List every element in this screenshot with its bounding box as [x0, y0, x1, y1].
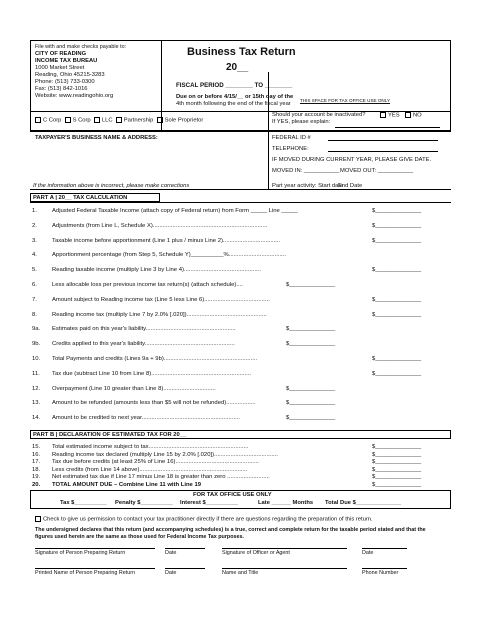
amount-field[interactable]: $______________ [372, 451, 422, 458]
entity-option: Sole Proprietor [164, 117, 204, 124]
subtotal-field[interactable]: $______________ [286, 400, 336, 407]
sig-label: Date [165, 550, 177, 556]
signature-line [222, 548, 347, 549]
office-total-due: Total Due $______________ [325, 500, 401, 506]
line-text: Overpayment (Line 10 greater than Line 8)................................ [52, 385, 216, 392]
line-number: 16. [32, 451, 41, 458]
inactivated-question: Should your account be inactivated? [272, 112, 366, 118]
subtotal-field[interactable]: $______________ [286, 326, 336, 333]
explain-label: If YES, please explain: [272, 119, 331, 125]
payable-line: File with and make checks payable to: [35, 44, 127, 50]
declaration-text: The undersigned declares that this return (and accompanying schedules) is a true, correct and complete return for the taxable period stated and that the figures used herein are the same as those used for Federal Income Tax purposes. [35, 527, 426, 540]
subtotal-field[interactable]: $______________ [286, 341, 336, 348]
underline [328, 151, 438, 152]
line-number: 3. [32, 237, 37, 244]
line-number: 8. [32, 311, 37, 318]
line-text: TOTAL AMOUNT DUE – Combine Line 11 with Line 19 [52, 481, 202, 488]
underline [328, 140, 438, 141]
print-label: Date [165, 570, 177, 576]
line-text: Amount to be refunded (amounts less than $5 will not be refunded).................. [52, 400, 256, 407]
line-number: 2. [32, 222, 37, 229]
payable-line: Reading, Ohio 45215-3283 [35, 72, 105, 78]
line-number: 12. [32, 385, 41, 392]
amount-field[interactable]: $______________ [372, 356, 422, 362]
payable-line: INCOME TAX BUREAU [35, 58, 98, 64]
office-interest: Interest $__________ [180, 500, 239, 506]
amount-field[interactable]: $______________ [372, 296, 422, 303]
federal-id-label: FEDERAL ID # [272, 135, 311, 141]
amount-field[interactable]: $______________ [372, 222, 422, 229]
line-number: 5. [32, 267, 37, 274]
fiscal-period: FISCAL PERIOD ________ TO ________ [176, 82, 293, 89]
line-number: 13. [32, 400, 41, 407]
line-number: 9b. [32, 341, 41, 348]
line-number: 14. [32, 415, 41, 422]
sig-label: Signature of Person Preparing Return [35, 550, 126, 556]
inactivated-yes [380, 112, 400, 119]
divider [30, 131, 451, 132]
line-text: Total Payments and credits (Lines 9a + 9b)......................................................... [52, 356, 258, 362]
line-number: 10. [32, 356, 41, 362]
incorrect-info-note: If the information above is incorrect, please make corrections [33, 183, 190, 189]
amount-field[interactable]: $______________ [372, 481, 422, 488]
line-text: Amount to be credited to next year............................................................ [52, 415, 240, 422]
permission-row [35, 516, 373, 523]
telephone-label: TELEPHONE: [272, 146, 309, 152]
line-text: Tax due before credits (at least 25% of Line 16)................................................... [52, 459, 259, 465]
amount-field[interactable]: $______________ [372, 474, 422, 480]
line-number: 4. [32, 252, 37, 259]
office-use-label: THIS SPACE FOR TAX OFFICE USE ONLY [300, 98, 391, 103]
no-label: NO [413, 112, 422, 119]
amount-field[interactable]: $______________ [372, 459, 422, 465]
moved-in: MOVED IN: ___________ [272, 168, 340, 174]
checkbox[interactable] [157, 117, 163, 123]
payable-line: Phone: (513) 733-0300 [35, 79, 95, 85]
signature-line [362, 568, 407, 569]
divider [30, 189, 451, 190]
checkbox[interactable] [35, 117, 41, 123]
underline [335, 127, 440, 128]
checkbox[interactable] [116, 117, 122, 123]
line-text: Taxable income before apportionment (Line 1 plus / minus Line 2)................................... [52, 237, 281, 244]
checkbox[interactable] [65, 117, 71, 123]
entity-option: S Corp [72, 117, 91, 124]
payable-line: 1000 Market Street [35, 65, 85, 71]
yes-label: YES [388, 112, 400, 119]
line-number: 20. [32, 481, 41, 488]
line-text: Tax due (subtract Line 10 from Line 8)............................................................. [52, 370, 252, 377]
line-text: Adjustments (from Line L, Schedule X)...................................................................... [52, 222, 268, 229]
checkbox[interactable] [94, 117, 100, 123]
office-penalty: Penalty $__________ [115, 500, 173, 506]
amount-field[interactable]: $______________ [372, 267, 422, 274]
tax-office-title: FOR TAX OFFICE USE ONLY [193, 492, 272, 498]
part-year-end: End Date [338, 183, 363, 189]
divider [30, 202, 451, 203]
signature-line [165, 548, 205, 549]
yes-checkbox[interactable] [380, 112, 386, 118]
line-number: 9a. [32, 326, 41, 333]
line-text: Adjusted Federal Taxable Income (attach copy of Federal return) from Form _____ Line _____ [52, 208, 298, 214]
entity-type-options [35, 117, 203, 124]
print-label: Name and Title [222, 570, 259, 576]
due-date-line: 4th month following the end of the fiscal year [176, 101, 291, 107]
line-text: Apportionment percentage (from Step 5, Schedule Y)__________%................................... [52, 252, 287, 259]
line-text: Reading income tax declared (multiply Line 15 by 2.0% [.020])....................................... [52, 451, 278, 458]
signature-line [362, 548, 407, 549]
office-late: Late ______ Months [258, 500, 314, 506]
payable-line: Fax: (513) 842-1016 [35, 86, 88, 92]
signature-line [35, 548, 155, 549]
office-tax: Tax $__________ [60, 500, 107, 506]
amount-field[interactable]: $______________ [372, 444, 422, 450]
moved-notice: IF MOVED DURING CURRENT YEAR, PLEASE GIVE DATE. [272, 157, 432, 163]
line-text: Credits applied to this year's liability....................................................... [52, 341, 235, 348]
subtotal-field[interactable]: $______________ [286, 415, 336, 422]
payable-line: CITY OF READING [35, 51, 87, 57]
amount-field[interactable]: $______________ [372, 466, 422, 473]
signature-line [35, 568, 155, 569]
line-number: 6. [32, 282, 37, 288]
line-number: 11. [32, 370, 40, 377]
permission-text: Check to give us permission to contact your tax practitioner directly if there are questions regarding the preparation of this return. [43, 516, 373, 523]
part-b-heading: PART B | DECLARATION OF ESTIMATED TAX FOR 20__ [33, 432, 187, 438]
form-year: 20__ [226, 62, 249, 73]
part-a-heading: PART A | 20__ TAX CALCULATION [33, 195, 128, 201]
entity-option: C Corp [43, 117, 62, 124]
divider [268, 131, 269, 189]
entity-option: Partnership [123, 117, 154, 124]
inactivated-no [405, 112, 422, 119]
line-number: 15. [32, 444, 41, 450]
line-text: Amount subject to Reading income tax (Line 5 less Line 6)........................................ [52, 296, 270, 303]
subtotal-field[interactable]: $______________ [286, 282, 336, 288]
line-number: 19. [32, 474, 41, 480]
amount-field[interactable]: $______________ [372, 370, 422, 377]
amount-field[interactable]: $______________ [372, 208, 422, 214]
print-label: Printed Name of Person Preparing Return [35, 570, 136, 576]
line-text: Reading income tax (multiply Line 7 by 2.0% [.020])................................................. [52, 311, 267, 318]
signature-line [165, 568, 205, 569]
moved-out: MOVED OUT: ___________ [340, 168, 414, 174]
payable-line: Website: www.readingohio.org [35, 93, 114, 99]
line-number: 1. [32, 208, 37, 214]
permission-checkbox[interactable] [35, 516, 41, 522]
line-number: 7. [32, 296, 37, 303]
line-text: Reading taxable income (multiply Line 3 by Line 4)............................................... [52, 267, 261, 274]
form-title: Business Tax Return [187, 46, 296, 58]
line-text: Less allocable loss per previous income tax return(s) (attach schedule).... [52, 282, 243, 288]
entity-option: LLC [101, 117, 113, 124]
line-number: 18. [32, 466, 41, 473]
line-number: 17. [32, 459, 41, 465]
amount-field[interactable]: $______________ [372, 237, 422, 244]
subtotal-field[interactable]: $______________ [286, 385, 336, 392]
part-year-start: Part year activity: Start date [272, 183, 344, 189]
sig-label: Signature of Officer or Agent [222, 550, 290, 556]
line-text: Total estimated income subject to tax............................................................. [52, 444, 249, 450]
line-text: Estimates paid on this year's liability....................................................... [52, 326, 236, 333]
print-label: Phone Number [362, 570, 399, 576]
taxpayer-name-label: TAXPAYER'S BUSINESS NAME & ADDRESS: [35, 135, 158, 141]
due-date-line: Due on or before 4/15/__ or 15th day of the [176, 94, 294, 100]
no-checkbox[interactable] [405, 112, 411, 118]
line-text: Net estimated tax due if Line 17 minus Line 18 is greater than zero .......................... [52, 474, 270, 480]
amount-field[interactable]: $______________ [372, 311, 422, 318]
line-text: Less credits (from Line 14 above).................................................................. [52, 466, 248, 473]
sig-label: Date [362, 550, 374, 556]
signature-line [222, 568, 347, 569]
